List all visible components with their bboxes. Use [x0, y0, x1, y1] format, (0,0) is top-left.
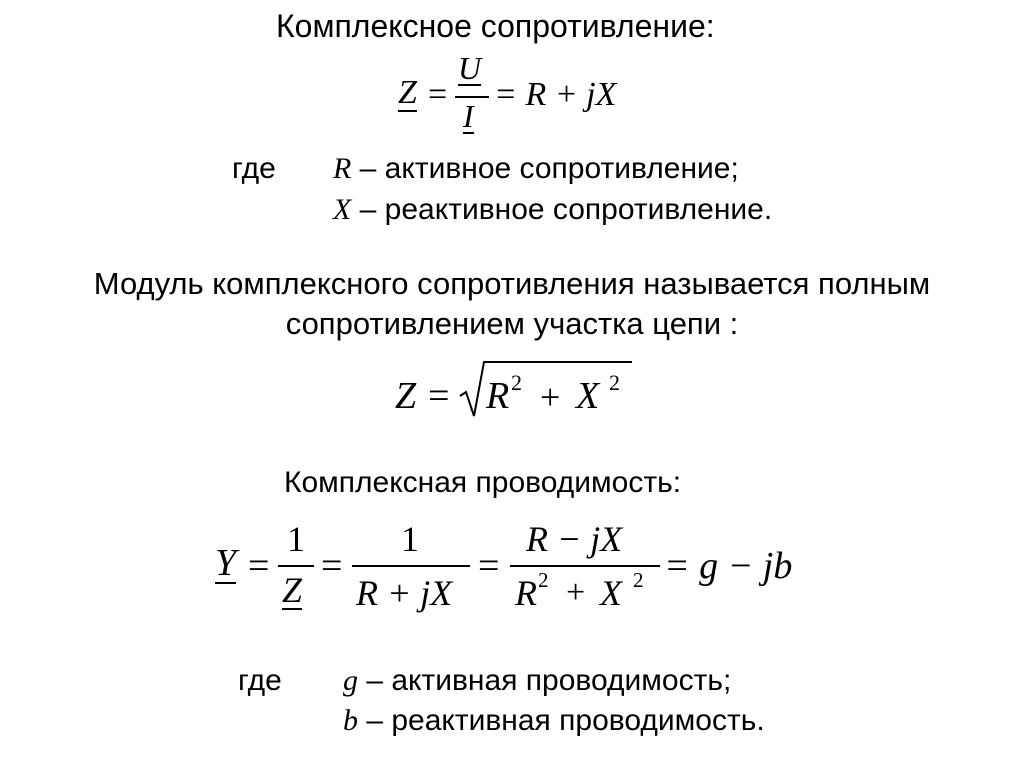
denominator-X: X — [600, 573, 622, 613]
fraction1-bar — [278, 565, 314, 567]
symbol-b: b — [343, 704, 358, 737]
symbol-g: g — [343, 664, 358, 697]
denominator-exponent-2-R: 2 — [538, 568, 549, 592]
fraction3-bar — [510, 565, 660, 567]
formula-tail: = g − jb — [664, 545, 793, 587]
equals-sign-1: = — [248, 545, 270, 587]
definition-R — [333, 152, 739, 186]
paragraph-modulus-line2: сопротивлением участка цепи : — [285, 306, 739, 341]
definition-X — [333, 193, 772, 227]
formula-rhs: = R + jX — [494, 76, 617, 113]
exponent-2-R: 2 — [511, 370, 522, 395]
fraction1-numerator: 1 — [287, 519, 305, 559]
fraction-denominator-I: I — [463, 98, 474, 134]
fraction-numerator-U: U — [458, 50, 482, 86]
fraction2-bar — [352, 565, 470, 567]
equals-sign: = — [428, 76, 448, 113]
symbol-Z-underlined: Z — [398, 74, 417, 111]
denominator-plus: + — [566, 574, 586, 611]
equals-sign-3: = — [478, 545, 500, 587]
exponent-2-X: 2 — [609, 370, 620, 395]
heading-complex-admittance: Комплексная проводимость: — [284, 466, 682, 499]
definition-R-text: – активное сопротивление; — [351, 152, 739, 185]
denominator-exponent-2-X: 2 — [633, 568, 644, 592]
fraction3-numerator: R − jX — [526, 519, 623, 559]
definition-b — [343, 704, 765, 738]
fraction1-denominator-Z: Z — [282, 570, 303, 610]
paragraph-modulus-line1: Модуль комплексного сопротивления называется полным — [93, 266, 931, 301]
radicand-X: X — [576, 375, 600, 417]
equals-sign-2: = — [321, 545, 343, 587]
where-label-1: где — [232, 152, 276, 185]
denominator-R: R — [515, 573, 537, 613]
formula-modulus-lhs: Z = — [395, 375, 452, 417]
fraction2-denominator: R + jX — [356, 573, 453, 613]
fraction2-numerator: 1 — [401, 519, 419, 559]
definition-X-text: – реактивное сопротивление. — [351, 193, 773, 226]
definition-g-text: – активная проводимость; — [358, 664, 732, 697]
symbol-Y-underlined: Y — [215, 542, 237, 584]
radicand-R: R — [486, 375, 510, 417]
definition-b-text: – реактивная проводимость. — [358, 704, 765, 737]
symbol-X: X — [333, 193, 352, 226]
where-label-2: где — [238, 664, 282, 697]
plus-sign: + — [540, 377, 561, 417]
definition-g — [343, 664, 731, 698]
heading-complex-impedance: Комплексное сопротивление: — [276, 8, 715, 44]
symbol-R: R — [333, 152, 352, 185]
